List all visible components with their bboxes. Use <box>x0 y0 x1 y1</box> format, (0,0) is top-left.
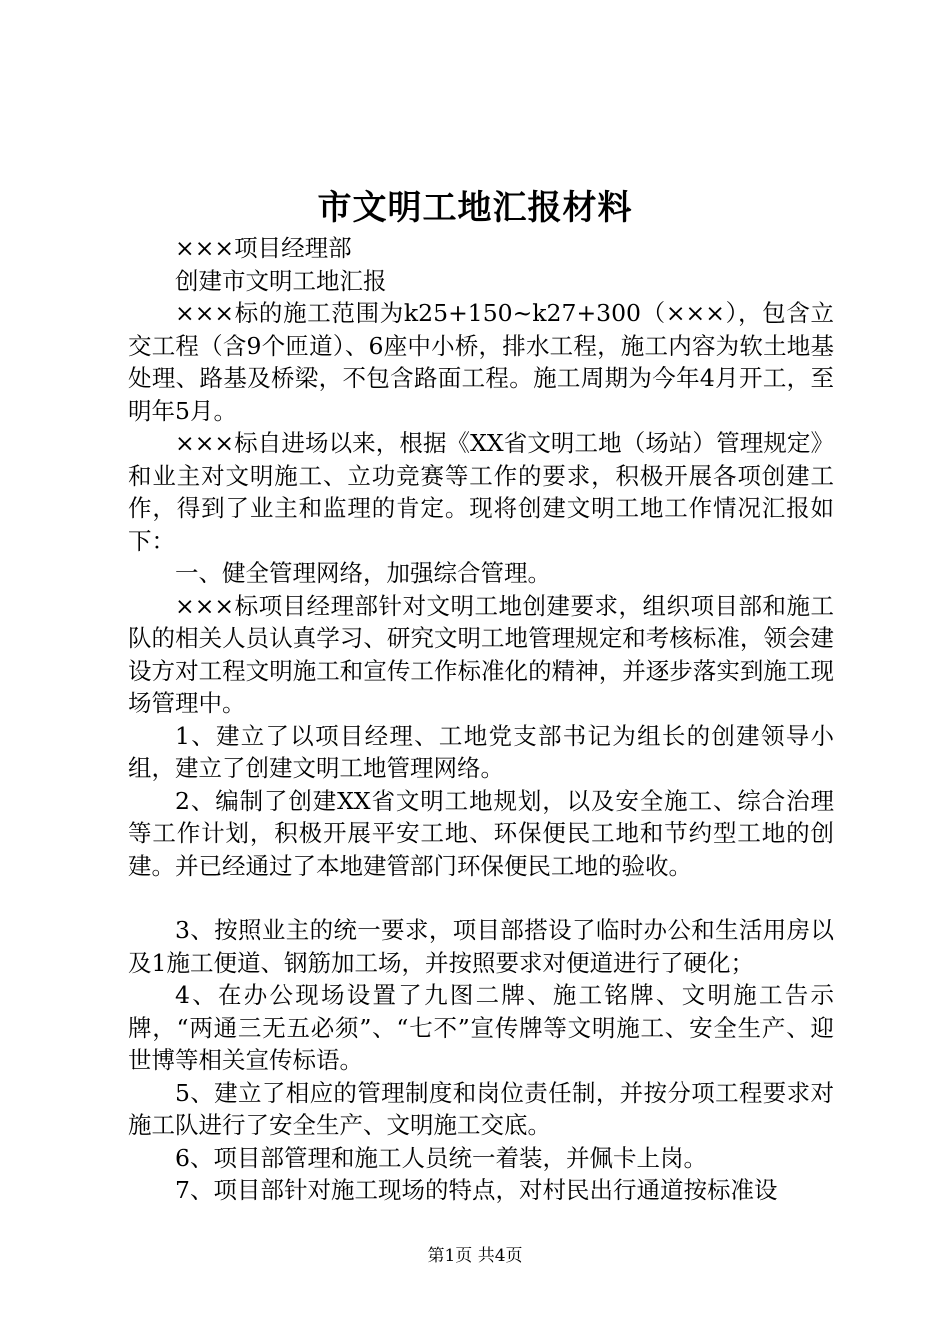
list-item-2: 2、编制了创建XX省文明工地规划，以及安全施工、综合治理等工作计划，积极开展平安工地、环保便民工地和节约型工地的创建。并已经通过了本地建管部门环保便民工地的验收。 <box>128 786 834 880</box>
paragraph-scope: ×××标的施工范围为k25+150~k27+300（×××），包含立交工程（含9个匝道）、6座中小桥，排水工程，施工内容为软土地基处理、路基及桥梁，不包含路面工程。施工周期为今年4月开工，至明年5月。 <box>128 299 834 425</box>
page-number-footer: 第1页 共4页 <box>427 1246 523 1266</box>
section-heading-1: 一、健全管理网络，加强综合管理。 <box>175 559 551 587</box>
paragraph-report-heading: 创建市文明工地汇报 <box>175 266 387 295</box>
list-item-4: 4、在办公现场设置了九图二牌、施工铭牌、文明施工告示牌，“两通三无五必须”、“七不”宣传牌等文明施工、安全生产、迎世博等相关宣传标语。 <box>128 981 834 1074</box>
paragraph-department: ×××项目经理部 <box>175 234 352 262</box>
list-item-7: 7、项目部针对施工现场的特点，对村民出行通道按标准设 <box>175 1176 778 1204</box>
list-item-3: 3、按照业主的统一要求，项目部搭设了临时办公和生活用房以及1施工便道、钢筋加工场，并按照要求对便道进行了硬化； <box>128 916 834 977</box>
list-item-5: 5、建立了相应的管理制度和岗位责任制，并按分项工程要求对施工队进行了安全生产、文明施工交底。 <box>128 1078 834 1139</box>
document-body <box>128 232 834 1207</box>
list-item-6: 6、项目部管理和施工人员统一着装，并佩卡上岗。 <box>175 1143 707 1172</box>
document-title: 市文明工地汇报材料 <box>317 188 633 228</box>
list-item-1: 1、建立了以项目经理、工地党支部书记为组长的创建领导小组，建立了创建文明工地管理网络。 <box>128 721 834 782</box>
paragraph-intro: ×××标自进场以来，根据《XX省文明工地（场站）管理规定》和业主对文明施工、立功竞赛等工作的要求，积极开展各项创建工作，得到了业主和监理的肯定。现将创建文明工地工作情况汇报如下： <box>128 429 834 555</box>
paragraph-section-1: ×××标项目经理部针对文明工地创建要求，组织项目部和施工队的相关人员认真学习、研究文明工地管理规定和考核标准，领会建设方对工程文明施工和宣传工作标准化的精神，并逐步落实到施工现场管理中。 <box>128 591 834 717</box>
